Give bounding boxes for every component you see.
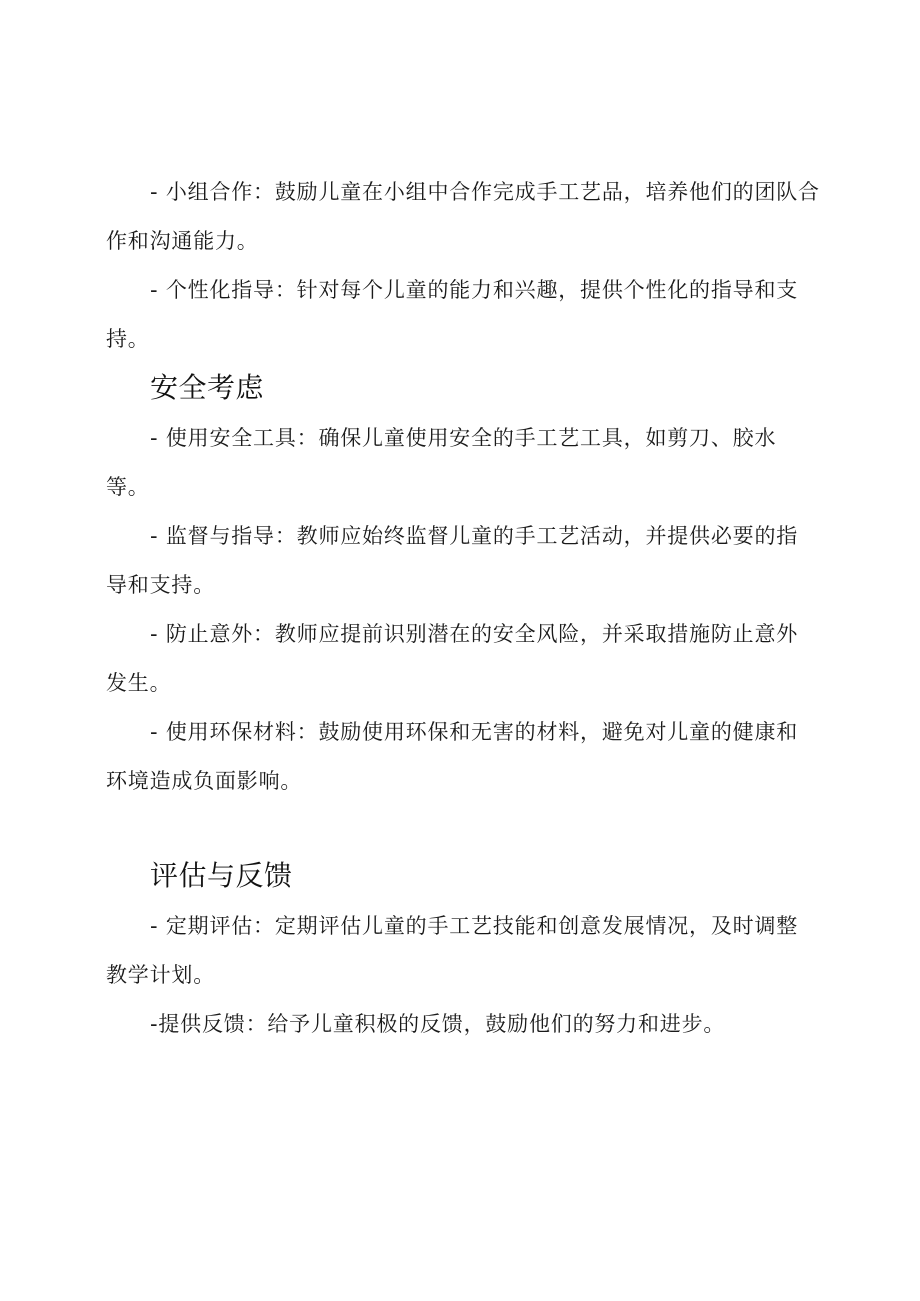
safety-item-safe-tools: - 使用安全工具：确保儿童使用安全的手工艺工具，如剪刀、胶水等。 bbox=[106, 426, 777, 499]
safety-item-eco-materials: - 使用环保材料：鼓励使用环保和无害的材料，避免对儿童的健康和环境造成负面影响。 bbox=[106, 720, 799, 793]
intro-item-personalized-guidance: - 个性化指导：针对每个儿童的能力和兴趣，提供个性化的指导和支持。 bbox=[106, 278, 799, 351]
safety-item-supervision: - 监督与指导：教师应始终监督儿童的手工艺活动，并提供必要的指导和支持。 bbox=[106, 524, 799, 597]
safety-item-prevent-accidents: - 防止意外：教师应提前识别潜在的安全风险，并采取措施防止意外发生。 bbox=[106, 622, 799, 695]
section-heading-evaluation: 评估与反馈 bbox=[150, 859, 293, 892]
intro-item-group-cooperation: - 小组合作：鼓励儿童在小组中合作完成手工艺品，培养他们的团队合作和沟通能力。 bbox=[106, 180, 820, 253]
section-heading-safety: 安全考虑 bbox=[150, 371, 265, 404]
evaluation-item-regular-assessment: - 定期评估：定期评估儿童的手工艺技能和创意发展情况，及时调整教学计划。 bbox=[106, 914, 799, 987]
evaluation-item-feedback: -提供反馈：给予儿童积极的反馈，鼓励他们的努力和进步。 bbox=[150, 1012, 726, 1036]
